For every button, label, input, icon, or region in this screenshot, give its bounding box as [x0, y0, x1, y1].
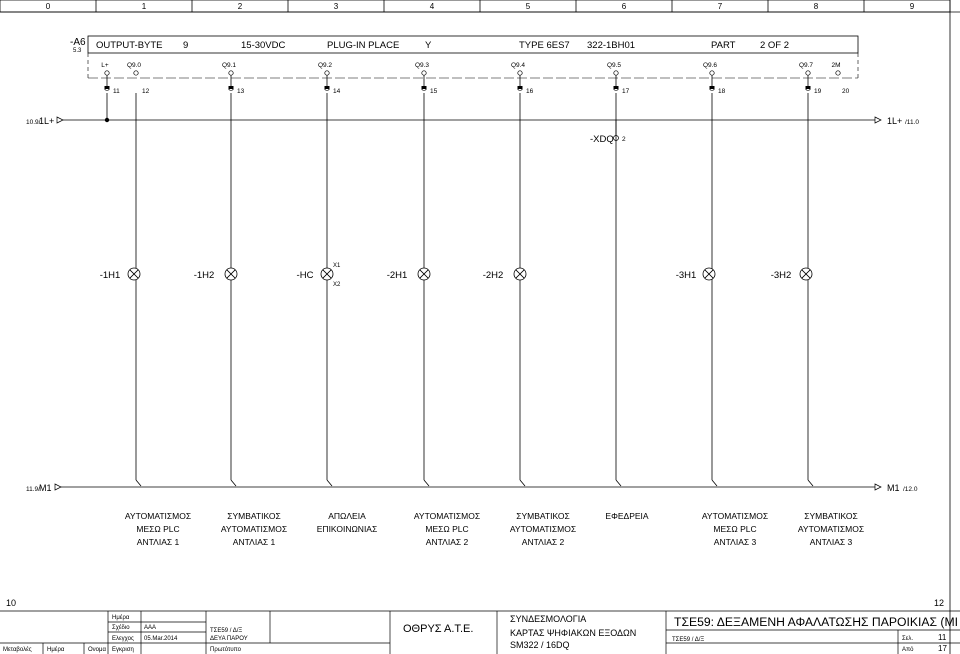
circuit-desc-7-line-2: ΑΝΤΛΙΑΣ 3 [809, 537, 853, 547]
circuit-desc-5-line-0: ΕΦΕΔΡΕΙΑ [605, 511, 649, 521]
rail-1l-left-arrow [57, 117, 63, 123]
circuit-desc-6-line-2: ΑΝΤΛΙΑΣ 3 [713, 537, 757, 547]
circuit-desc-3-line-2: ΑΝΤΛΙΑΣ 2 [425, 537, 469, 547]
ruler-col-4: 4 [429, 2, 435, 11]
rail-m1-left-label: M1 [39, 483, 52, 493]
circuit-desc-0-line-1: ΜΕΣΩ PLC [136, 524, 180, 534]
io-address-1: Q9.1 [221, 62, 237, 69]
lamp-label-3: -2H1 [386, 270, 408, 281]
tb-name-label: Ονομα [88, 647, 106, 653]
circuit-desc-4-line-2: ΑΝΤΛΙΑΣ 2 [521, 537, 565, 547]
io-circle [614, 71, 618, 75]
lamp-label-2: -HC [296, 270, 314, 281]
io-address-3: Q9.3 [414, 62, 430, 69]
circuit-desc-3-line-0: ΑΥΤΟΜΑΤΙΣΜΟΣ [413, 511, 481, 521]
circuit-desc-6-line-0: ΑΥΤΟΜΑΤΙΣΜΟΣ [701, 511, 769, 521]
io-terminal-8: 19 [814, 88, 822, 95]
plug-pin-icon [518, 86, 523, 89]
ruler-col-1: 1 [141, 2, 147, 11]
tb-checked-label: Ελεγχος [112, 636, 134, 642]
hc-x2-label: X2 [333, 282, 341, 288]
prev-page-ref: -A6 [70, 37, 86, 48]
rail-1l-left-ref: 10.9/ [26, 119, 41, 126]
tb-of-value: 17 [938, 644, 947, 653]
plug-pin-icon [806, 86, 811, 89]
io-2m-label: 2M [831, 62, 841, 69]
plug-pin-icon [105, 86, 110, 89]
io-terminal-3: 14 [333, 88, 341, 95]
io-circle [806, 71, 810, 75]
circuit-desc-1-line-0: ΣΥΜΒΑΤΙΚΟΣ [227, 511, 281, 521]
tb-day-label: Ημέρα [47, 647, 65, 653]
io-address-4: Q9.4 [510, 62, 526, 69]
io-circle [836, 71, 840, 75]
ruler-col-2: 2 [237, 2, 243, 11]
rail-1l-right-arrow [875, 117, 881, 123]
ruler-col-6: 6 [621, 2, 627, 11]
lamp-circuits [100, 93, 813, 486]
circuit-desc-6-line-1: ΜΕΣΩ PLC [713, 524, 757, 534]
circuit-desc-4-line-0: ΣΥΜΒΑΤΙΚΟΣ [516, 511, 570, 521]
rail-m1-left-arrow [55, 484, 61, 490]
tb-company: ΟΘΡΥΣ Α.Τ.Ε. [403, 623, 474, 635]
io-terminal-7: 18 [718, 88, 726, 95]
io-terminals [101, 62, 849, 120]
ruler-column-numbers [46, 0, 915, 12]
prev-page-sub: 5.3 [73, 48, 82, 54]
io-circle [422, 71, 426, 75]
lamp-label-5: -3H1 [675, 270, 697, 281]
io-circle [518, 71, 522, 75]
plug-pin-icon [229, 86, 234, 89]
rail-1l-plus [26, 116, 919, 126]
ruler-right-number: 12 [934, 598, 945, 608]
io-circle [105, 71, 109, 75]
io-circle [134, 71, 138, 75]
tb-sheet-label: Σελ. [902, 636, 914, 642]
tb-of-label: Από [902, 647, 914, 653]
rail-junction-dot [105, 118, 109, 122]
rail-m1-right-arrow [875, 484, 881, 490]
tb-desc-line2: ΚΑΡΤΑΣ ΨΗΦΙΑΚΩΝ ΕΞΟΔΩΝ [510, 628, 637, 638]
tb-checked-value: 05.Mar.2014 [144, 636, 178, 642]
ruler-col-3: 3 [333, 2, 339, 11]
part-of-label: 2 OF 2 [760, 40, 790, 51]
plug-pin-icon [710, 86, 715, 89]
ruler-col-7: 7 [717, 2, 723, 11]
circuit-descriptions [125, 511, 864, 547]
circuit-desc-7-line-0: ΣΥΜΒΑΤΙΚΟΣ [804, 511, 858, 521]
tb-date-label: Ημέρα [112, 615, 130, 621]
tb-desc-line3: SM322 / 16DQ [510, 640, 570, 650]
plug-pin-icon [614, 86, 619, 89]
circuit-desc-4-line-1: ΑΥΤΟΜΑΤΙΣΜΟΣ [509, 524, 577, 534]
io-terminal-2: 13 [237, 88, 245, 95]
io-address-7: Q9.7 [798, 62, 814, 69]
type-number: 322-1BH01 [587, 40, 636, 51]
io-terminal-4: 15 [430, 88, 438, 95]
tb-client-line1: ΤΣΕ59 / Δ/Ξ [210, 628, 243, 634]
circuit-desc-2-line-1: ΕΠΙΚΟΙΝΩΝΙΑΣ [316, 524, 378, 534]
module-header [88, 36, 858, 78]
rail-m1 [26, 483, 918, 493]
lamp-label-6: -3H2 [770, 270, 792, 281]
io-terminal-6: 17 [622, 88, 630, 95]
rail-1l-right-label: 1L+ [887, 116, 903, 126]
type-label: TYPE 6ES7 [519, 40, 570, 51]
io-circle [325, 71, 329, 75]
rail-1l-right-ref: /11.0 [905, 119, 919, 126]
rail-m1-left-ref: 11.9/ [26, 486, 40, 493]
tb-approved-label: Εγκριση [112, 647, 134, 653]
io-circle [710, 71, 714, 75]
ruler-col-0: 0 [45, 2, 51, 11]
tb-drawn-label: Σχέδιο [112, 625, 130, 631]
ruler-col-5: 5 [525, 2, 531, 11]
io-terminal-1: 12 [142, 88, 150, 95]
voltage-label: 15-30VDC [241, 40, 286, 51]
rail-m1-right-label: M1 [887, 483, 900, 493]
tb-drawn-value: AAA [144, 625, 157, 631]
ruler-col-9: 9 [909, 2, 915, 11]
circuit-desc-7-line-1: ΑΥΤΟΜΑΤΙΣΜΟΣ [797, 524, 865, 534]
xdq-terminal [590, 134, 626, 145]
lamp-label-4: -2H2 [482, 270, 504, 281]
xdq-label: -XDQ [590, 134, 614, 145]
plug-in-value: Y [425, 40, 432, 51]
tb-desc-line1: ΣΥΝΔΕΣΜΟΛΟΓΙΑ [510, 614, 587, 624]
io-terminal-9: 20 [842, 88, 850, 95]
lamp-label-1: -1H2 [193, 270, 215, 281]
io-circle [229, 71, 233, 75]
output-byte-label: OUTPUT-BYTE [96, 40, 163, 51]
circuit-desc-0-line-2: ΑΝΤΛΙΑΣ 1 [136, 537, 180, 547]
circuit-desc-2-line-0: ΑΠΩΛΕΙΑ [328, 511, 366, 521]
hc-x1-label: X1 [333, 263, 341, 269]
tb-sheet-value: 11 [938, 633, 947, 642]
plug-pin-icon [325, 86, 330, 89]
circuit-desc-1-line-2: ΑΝΤΛΙΑΣ 1 [232, 537, 276, 547]
tb-project-title: ΤΣΕ59: ΔΕΞΑΜΕΝΗ ΑΦΑΛΑΤΩΣΗΣ ΠΑΡΟΙΚΙΑΣ (ΜΙ [674, 617, 958, 629]
xdq-terminal-number: 2 [622, 136, 626, 143]
io-terminal-5: 16 [526, 88, 534, 95]
circuit-desc-1-line-1: ΑΥΤΟΜΑΤΙΣΜΟΣ [220, 524, 288, 534]
io-address-0: Q9.0 [126, 62, 142, 69]
ruler-left-number: 10 [6, 598, 17, 608]
plug-in-place-label: PLUG-IN PLACE [327, 40, 400, 51]
lamp-label-0: -1H1 [99, 270, 121, 281]
tb-client-line2: ΔΕΥΑ ΠΑΡΟΥ [210, 636, 248, 642]
ruler-col-8: 8 [813, 2, 819, 11]
plug-pin-icon [422, 86, 427, 89]
byte-number: 9 [183, 40, 189, 51]
circuit-desc-3-line-1: ΜΕΣΩ PLC [425, 524, 469, 534]
tb-project-sub: ΤΣΕ59 / Δ/Ξ [672, 637, 705, 643]
tb-original-label: Πρωτότυπο [210, 647, 242, 653]
io-terminal-0: 11 [113, 88, 120, 95]
circuit-desc-0-line-0: ΑΥΤΟΜΑΤΙΣΜΟΣ [124, 511, 192, 521]
io-address-6: Q9.6 [702, 62, 718, 69]
rail-m1-right-ref: /12.0 [903, 486, 918, 493]
part-label: PART [711, 40, 736, 51]
io-lplus-label: L+ [101, 62, 109, 69]
tb-changes-label: Μεταβολές [3, 647, 32, 653]
io-address-5: Q9.5 [606, 62, 622, 69]
io-address-2: Q9.2 [317, 62, 333, 69]
rail-1l-left-label: 1L+ [39, 116, 55, 126]
